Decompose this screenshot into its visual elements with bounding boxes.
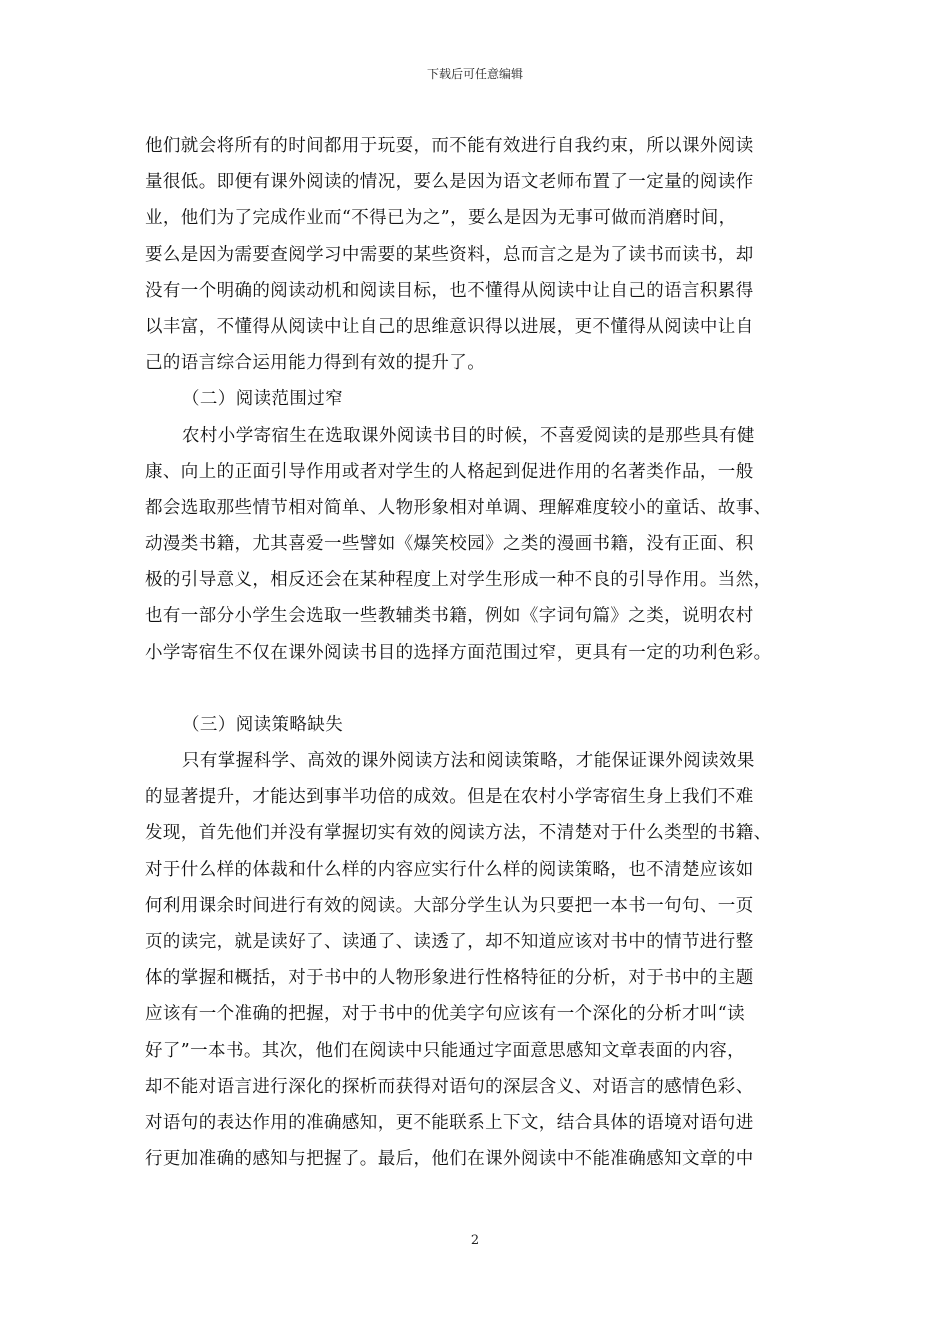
paragraph-line: 没有一个明确的阅读动机和阅读目标，也不懂得从阅读中让自己的语言积累得 — [145, 280, 754, 301]
paragraph-line: 好了”一本书。其次，他们在阅读中只能通过字面意思感知文章表面的内容， — [145, 1040, 746, 1061]
paragraph-line: 却不能对语言进行深化的探析而获得对语句的深层含义、对语言的感情色彩、 — [145, 1076, 754, 1097]
paragraph-line: 的显著提升，才能达到事半功倍的成效。但是在农村小学寄宿生身上我们不难 — [145, 787, 754, 808]
paragraph-line: 页的读完，就是读好了、读通了、读透了，却不知道应该对书中的情节进行整 — [145, 931, 754, 952]
page-header: 下载后可任意编辑 — [426, 67, 523, 81]
paragraph-line: 量很低。即便有课外阅读的情况，要么是因为语文老师布置了一定量的阅读作 — [145, 172, 754, 193]
paragraph-line: 也有一部分小学生会选取一些教辅类书籍，例如《字词句篇》之类，说明农村 — [145, 606, 754, 627]
paragraph-line: 康、向上的正面引导作用或者对学生的人格起到促进作用的名著类作品，一般 — [145, 461, 754, 482]
paragraph-line: 动漫类书籍，尤其喜爱一些譬如《爆笑校园》之类的漫画书籍，没有正面、积 — [145, 534, 754, 555]
paragraph-line: 以丰富，不懂得从阅读中让自己的思维意识得以进展，更不懂得从阅读中让自 — [145, 316, 754, 337]
section-heading-3: （三）阅读策略缺失 — [182, 714, 344, 735]
paragraph-line: 何利用课余时间进行有效的阅读。大部分学生认为只要把一本书一句句、一页 — [145, 895, 754, 916]
paragraph-line: 行更加准确的感知与把握了。最后，他们在课外阅读中不能准确感知文章的中 — [145, 1149, 754, 1170]
section-heading-2: （二）阅读范围过窄 — [182, 389, 344, 410]
paragraph-line: 要么是因为需要查阅学习中需要的某些资料，总而言之是为了读书而读书，却 — [145, 244, 754, 265]
paragraph-gap — [145, 671, 823, 707]
page-number: 2 — [470, 1233, 480, 1248]
paragraph-line: 只有掌握科学、高效的课外阅读方法和阅读策略，才能保证课外阅读效果 — [182, 751, 755, 771]
paragraph-line: 业，他们为了完成作业而“不得已为之”，要么是因为无事可做而消磨时间， — [145, 208, 737, 229]
paragraph-line: 己的语言综合运用能力得到有效的提升了。 — [145, 353, 486, 374]
paragraph-1 — [145, 128, 823, 381]
document-body — [145, 128, 823, 1177]
paragraph-line: 对语句的表达作用的准确感知，更不能联系上下文，结合具体的语境对语句进 — [145, 1112, 754, 1133]
paragraph-line: 都会选取那些情节相对简单、人物形象相对单调、理解难度较小的童话、故事、 — [145, 497, 772, 518]
paragraph-line: 应该有一个准确的把握，对于书中的优美字句应该有一个深化的分析才叫“读 — [145, 1004, 746, 1025]
paragraph-line: 农村小学寄宿生在选取课外阅读书目的时候，不喜爱阅读的是那些具有健 — [182, 425, 755, 446]
paragraph-line: 小学寄宿生不仅在课外阅读书目的选择方面范围过窄，更具有一定的功利色彩。 — [145, 642, 772, 663]
paragraph-line: 极的引导意义，相反还会在某种程度上对学生形成一种不良的引导作用。当然， — [145, 570, 772, 591]
paragraph-line: 发现，首先他们并没有掌握切实有效的阅读方法，不清楚对于什么类型的书籍、 — [145, 823, 772, 844]
paragraph-line: 他们就会将所有的时间都用于玩耍，而不能有效进行自我约束，所以课外阅读 — [145, 136, 754, 156]
paragraph-3 — [145, 743, 823, 1177]
paragraph-line: 体的掌握和概括，对于书中的人物形象进行性格特征的分析，对于书中的主题 — [145, 968, 754, 989]
paragraph-line: 对于什么样的体裁和什么样的内容应实行什么样的阅读策略，也不清楚应该如 — [145, 859, 754, 880]
paragraph-2 — [145, 418, 823, 671]
